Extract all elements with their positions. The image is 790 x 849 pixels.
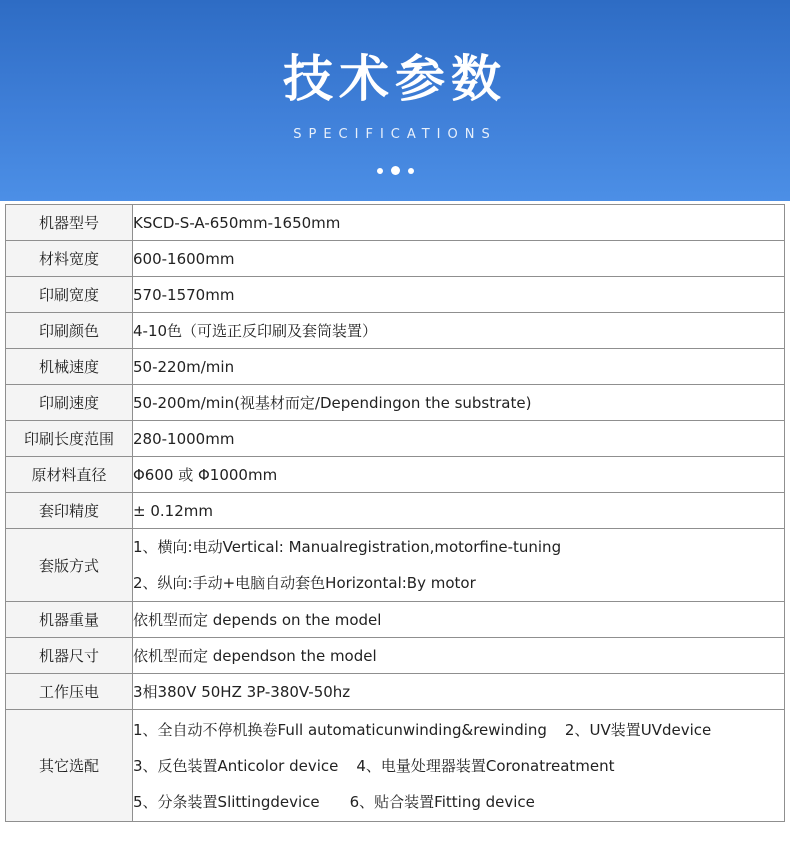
spec-label: 工作压电: [6, 674, 133, 710]
table-row: [6, 277, 785, 313]
spec-label: 机器型号: [6, 205, 133, 241]
dot-icon: [391, 166, 400, 175]
spec-value: ± 0.12mm: [133, 493, 785, 529]
spec-value: [133, 529, 785, 602]
option-item: 2、UV装置UVdevice: [564, 720, 712, 739]
table-row: [6, 457, 785, 493]
table-row: [6, 241, 785, 277]
dot-icon: [377, 168, 383, 174]
spec-value-line: [133, 784, 784, 820]
spec-value: KSCD-S-A-650mm-1650mm: [133, 205, 785, 241]
option-item: 1、全自动不停机换卷Full automaticunwinding&rewinding: [133, 720, 547, 739]
spec-label: 印刷宽度: [6, 277, 133, 313]
spec-value: 280-1000mm: [133, 421, 785, 457]
spec-label: 其它选配: [6, 710, 133, 822]
spec-label: 套印精度: [6, 493, 133, 529]
spec-label: 原材料直径: [6, 457, 133, 493]
spec-label: 机器重量: [6, 602, 133, 638]
table-row: [6, 385, 785, 421]
spec-label: 印刷速度: [6, 385, 133, 421]
spec-label: 套版方式: [6, 529, 133, 602]
option-item: 4、电量处理器装置Coronatreatment: [356, 756, 615, 775]
header-banner: [0, 0, 790, 201]
table-row: [6, 529, 785, 602]
spec-value-line: 1、横向:电动Vertical: Manualregistration,motorfine-tuning: [133, 538, 562, 556]
spec-label: 材料宽度: [6, 241, 133, 277]
spec-value: 3相380V 50HZ 3P-380V-50hz: [133, 674, 785, 710]
table-row: [6, 602, 785, 638]
page-subtitle: SPECIFICATIONS: [293, 127, 497, 142]
spec-value: 600-1600mm: [133, 241, 785, 277]
option-item: 5、分条装置Slittingdevice: [133, 792, 320, 811]
table-row: [6, 638, 785, 674]
spec-value: 50-220m/min: [133, 349, 785, 385]
spec-value: 570-1570mm: [133, 277, 785, 313]
table-row: [6, 493, 785, 529]
table-row: [6, 205, 785, 241]
decorative-dots: [0, 166, 790, 175]
spec-value: [133, 710, 785, 822]
page-title: 技术参数: [283, 50, 507, 108]
spec-value: 4-10色（可选正反印刷及套筒装置）: [133, 313, 785, 349]
spec-value: Φ600 或 Φ1000mm: [133, 457, 785, 493]
spec-label: 印刷颜色: [6, 313, 133, 349]
table-row: [6, 710, 785, 822]
spec-value: 依机型而定 dependson the model: [133, 638, 785, 674]
table-row: [6, 421, 785, 457]
table-row: [6, 313, 785, 349]
table-row: [6, 349, 785, 385]
spec-value-line: 2、纵向:手动+电脑自动套色Horizontal:By motor: [133, 574, 476, 592]
spec-label: 机械速度: [6, 349, 133, 385]
spec-value: 依机型而定 depends on the model: [133, 602, 785, 638]
spec-label: 印刷长度范围: [6, 421, 133, 457]
spec-value: 50-200m/min(视基材而定/Dependingon the substrate): [133, 385, 785, 421]
spec-table: [5, 204, 785, 822]
dot-icon: [408, 168, 414, 174]
table-row: [6, 674, 785, 710]
spec-label: 机器尺寸: [6, 638, 133, 674]
spec-value-line: [133, 712, 784, 748]
option-item: 6、贴合装置Fitting device: [349, 792, 535, 811]
option-item: 3、反色装置Anticolor device: [133, 756, 339, 775]
spec-value-line: [133, 748, 784, 784]
